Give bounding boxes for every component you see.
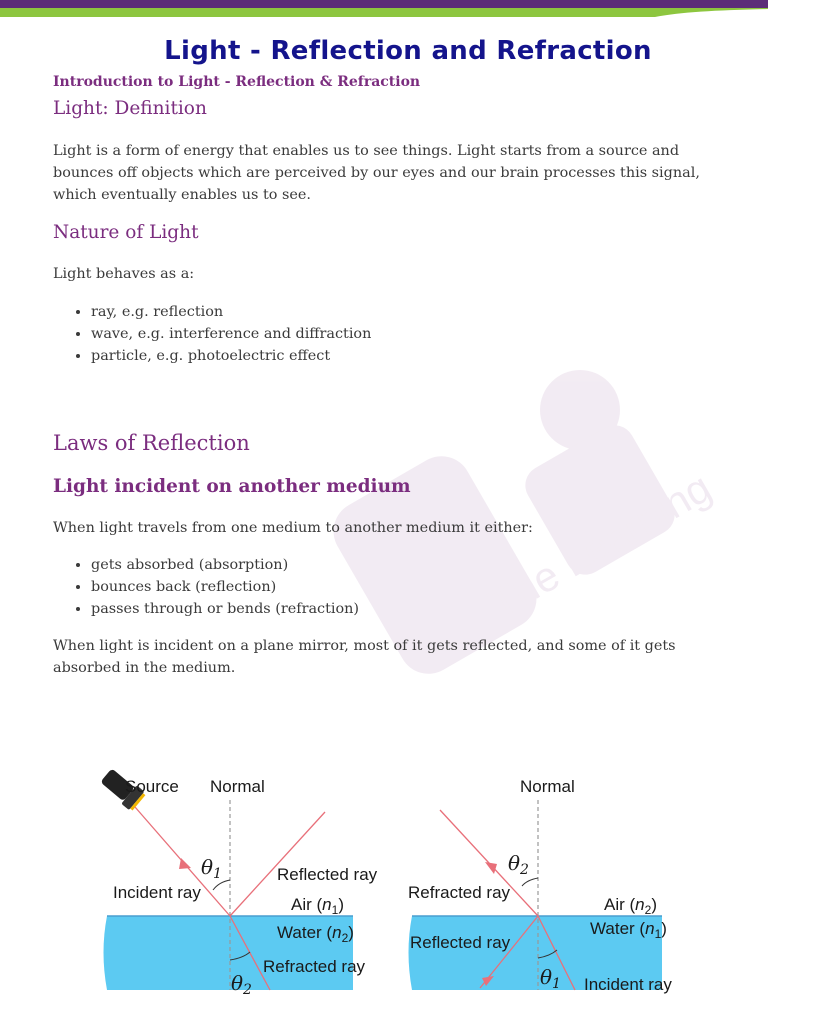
theta1-label: $\theta_1$ [201, 855, 222, 882]
list-item: • wave, e.g. interference and diffraction [91, 323, 371, 345]
nature-list [53, 301, 371, 367]
angle-arc [522, 878, 538, 886]
header-stripe [0, 0, 768, 20]
water-label: Water $(n_2)$ [277, 923, 354, 945]
heading-nature: Nature of Light [53, 222, 199, 243]
mirror-paragraph: When light is incident on a plane mirror, most of it gets reflected, and some of it gets absorbed in the medium. [53, 638, 676, 676]
normal-label: Normal [520, 777, 575, 796]
normal-label: Normal [210, 777, 265, 796]
air-label: Air $(n_2)$ [604, 895, 657, 917]
list-item: • ray, e.g. reflection [91, 301, 371, 323]
intro-link[interactable]: Introduction to Light - Reflection & Refraction [53, 74, 421, 90]
heading-definition: Light: Definition [53, 98, 207, 119]
refracted-label: Refracted ray [263, 957, 366, 976]
list-item: • gets absorbed (absorption) [91, 554, 359, 576]
incident-label: Incident ray [584, 975, 672, 994]
refraction-diagram-air-water [95, 762, 378, 998]
list-item: • passes through or bends (refraction) [91, 598, 359, 620]
medium-list [53, 554, 359, 620]
reflected-label: Reflected ray [410, 933, 511, 952]
incident-arrow [179, 858, 191, 869]
nature-intro: Light behaves as a: [53, 266, 195, 282]
heading-incident: Light incident on another medium [53, 476, 411, 497]
refraction-diagram-water-air [400, 762, 675, 994]
definition-paragraph: Light is a form of energy that enables us to see things. Light starts from a source and bounces off objects which are perceived by our eyes and our brain processes this signal, which eventually enables us to see. [53, 143, 700, 203]
water-label: Water $(n_1)$ [590, 919, 667, 941]
source-label: Source [125, 777, 179, 796]
laws-intro: When light travels from one medium to another medium it either: [53, 520, 533, 536]
air-label: Air $(n_1)$ [291, 895, 344, 917]
list-item: • bounces back (reflection) [91, 576, 359, 598]
theta2-label: $\theta_2$ [231, 971, 252, 998]
page-title: Light - Reflection and Refraction [164, 36, 652, 66]
svg-text:The Learning: The Learning [481, 463, 719, 628]
theta2-label: $\theta_2$ [508, 851, 529, 878]
theta1-label: $\theta_1$ [540, 965, 561, 992]
refracted-arrow [485, 862, 497, 874]
incident-label: Incident ray [113, 883, 201, 902]
heading-laws: Laws of Reflection [53, 431, 250, 455]
refracted-label: Refracted ray [408, 883, 511, 902]
list-item: • particle, e.g. photoelectric effect [91, 345, 371, 367]
reflected-label: Reflected ray [277, 865, 378, 884]
